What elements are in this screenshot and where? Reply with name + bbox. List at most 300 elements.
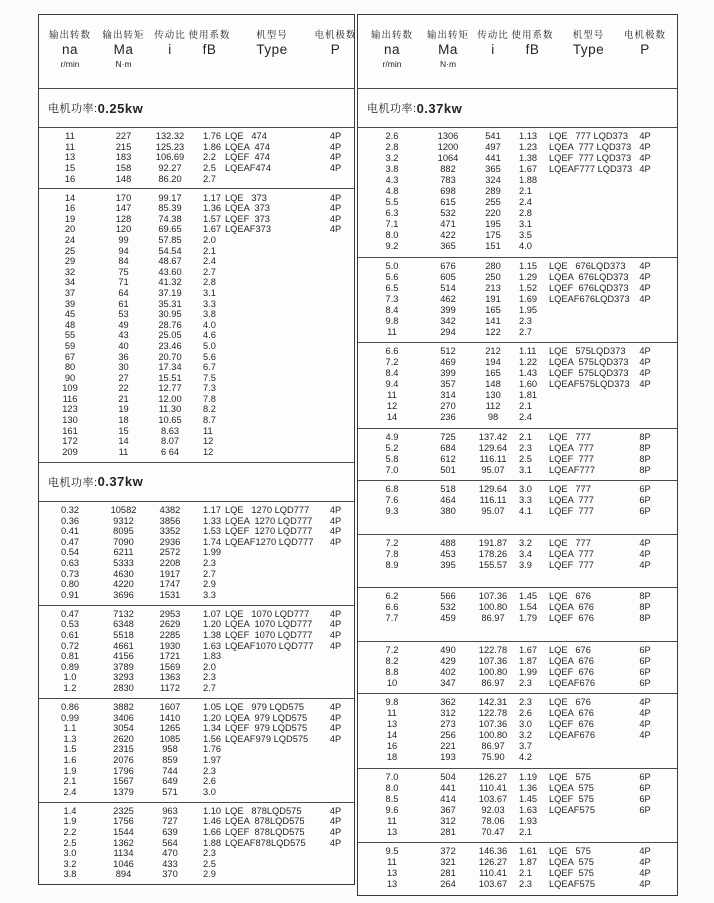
cell-fb: 3.9 [519, 559, 532, 570]
cell-ma: 53 [118, 309, 129, 320]
cell-type: LQE 878LQD575 [225, 805, 302, 816]
cell-fb: 1.66 [203, 827, 222, 838]
cell-na: 1.9 [63, 816, 77, 827]
cell-ma: 462 [440, 293, 456, 304]
cell-i: 178.26 [478, 548, 508, 559]
cell-i: 70.47 [481, 826, 505, 837]
cell-fb: 2.7 [203, 173, 216, 184]
cell-ma: 605 [440, 271, 456, 282]
cell-ma: 518 [440, 484, 456, 495]
cell-na: 8.5 [385, 793, 399, 804]
cell-p: 8P [639, 591, 651, 602]
cell-na: 8.4 [385, 304, 399, 315]
cell-na: 1.1 [63, 723, 77, 734]
cell-fb: 2.2 [203, 152, 216, 163]
cell-i: 95.07 [481, 506, 505, 517]
cell-ma: 1306 [437, 131, 459, 142]
cell-ma: 429 [440, 655, 456, 666]
cell-fb: 3.7 [519, 741, 532, 752]
cell-p: 4P [639, 868, 651, 879]
cell-ma: 725 [440, 431, 456, 442]
cell-na: 0.72 [60, 640, 80, 651]
table-row [358, 678, 677, 689]
cell-na: 8.0 [385, 782, 399, 793]
cell-ma: 453 [440, 548, 456, 559]
cell-type: LQEAF575LQD373 [549, 379, 630, 390]
cell-fb: 1.17 [203, 504, 222, 515]
table-row [39, 548, 354, 559]
col-header-type [225, 30, 319, 88]
cell-ma: 64 [118, 287, 129, 298]
cell-type: LQEA 676 [549, 655, 594, 666]
cell-i: 212 [485, 346, 501, 357]
cell-fb: 1.38 [519, 153, 538, 164]
cell-fb: 3.3 [203, 589, 216, 600]
cell-i: 2572 [159, 547, 181, 558]
cell-fb: 4.6 [203, 330, 216, 341]
cell-i: 100.80 [478, 666, 508, 677]
cell-fb: 2.6 [519, 708, 532, 719]
cell-p: 4P [639, 142, 651, 153]
cell-fb: 3.1 [519, 219, 532, 230]
cell-na: 5.2 [385, 442, 399, 453]
cell-p: 4P [329, 619, 342, 630]
cell-i: 497 [485, 142, 501, 153]
cell-i: 15.51 [158, 372, 182, 383]
table-row [358, 402, 677, 413]
cell-na: 18 [386, 752, 398, 763]
cell-fb: 3.2 [519, 730, 532, 741]
cell-i: 564 [162, 837, 178, 848]
cell-p: 4P [329, 733, 342, 744]
cell-na: 0.47 [60, 536, 80, 547]
cell-fb: 1.74 [203, 536, 222, 547]
cell-i: 116.11 [479, 495, 507, 506]
table-row [358, 209, 677, 220]
motor-spec-table-left [38, 14, 355, 885]
cell-na: 6.8 [385, 484, 399, 495]
cell-na: 2.6 [385, 131, 399, 142]
cell-i: 859 [162, 755, 178, 766]
table-row [39, 683, 354, 694]
col-header-ma [101, 30, 146, 88]
cell-fb: 2.9 [203, 869, 216, 880]
cell-type: LQE 575 [549, 846, 591, 857]
cell-na: 7.1 [385, 219, 399, 230]
table-row [358, 645, 677, 656]
cell-fb: 2.1 [519, 826, 532, 837]
cell-type: LQEF 676 [549, 613, 594, 624]
cell-p: 6P [639, 666, 651, 677]
cell-p: 4P [329, 827, 342, 838]
cell-type: LQEAF1070 LQD777 [225, 640, 314, 651]
ratio-block [39, 127, 354, 188]
cell-fb: 1.10 [203, 805, 222, 816]
cell-ma: 3406 [113, 712, 134, 723]
cell-fb: 1.81 [519, 390, 538, 401]
cell-fb: 3.0 [203, 786, 216, 797]
cell-fb: 2.7 [519, 326, 532, 337]
cell-i: 1410 [159, 712, 181, 723]
cell-type: LQE 676 [549, 644, 591, 655]
cell-type: LQEA 676 [549, 602, 594, 613]
cell-p: 4P [329, 162, 342, 173]
table-row [358, 869, 677, 880]
cell-p: 4P [639, 293, 651, 304]
cell-na: 48 [64, 319, 76, 330]
cell-na: 130 [62, 415, 78, 426]
cell-p: 4P [329, 141, 342, 152]
cell-na: 4.3 [385, 175, 399, 186]
cell-fb: 1.33 [203, 515, 222, 526]
cell-type: LQEA 1070 LQD777 [225, 619, 313, 630]
cell-type: LQEF 979 LQD575 [225, 723, 308, 734]
table-row [39, 537, 354, 548]
cell-i: 110.41 [479, 868, 507, 879]
cell-na: 12 [386, 401, 398, 412]
cell-ma: 215 [115, 141, 132, 152]
cell-type: LQE 373 [225, 192, 267, 203]
cell-na: 13 [64, 152, 76, 163]
cell-ma: 22 [118, 383, 129, 394]
cell-na: 0.53 [60, 619, 80, 630]
table-row [358, 305, 677, 316]
table-row [358, 827, 677, 838]
table-row [358, 538, 677, 549]
table-row [358, 720, 677, 731]
table-row [39, 766, 354, 777]
table-row [39, 153, 354, 164]
cell-fb: 2.0 [203, 234, 216, 245]
cell-fb: 1.36 [203, 203, 222, 214]
cell-type: LQEF 777 [549, 506, 594, 517]
table-row [358, 667, 677, 678]
cell-type: LQEAF1270 LQD777 [225, 536, 314, 547]
cell-fb: 1.69 [519, 293, 538, 304]
cell-ma: 532 [440, 208, 456, 219]
cell-fb: 1.63 [519, 804, 538, 815]
cell-fb: 2.7 [203, 568, 216, 579]
cell-ma: 99 [118, 234, 129, 245]
cell-ma: 256 [440, 730, 456, 741]
table-row [39, 662, 354, 673]
cell-ma: 3789 [113, 661, 134, 672]
cell-i: 103.67 [478, 879, 508, 890]
power-section-value: 0.25kw [97, 100, 144, 116]
cell-p: 4P [639, 357, 651, 368]
power-section-label: 电机功率: [48, 103, 98, 115]
cell-fb: 1.67 [519, 644, 538, 655]
table-row [39, 405, 354, 416]
cell-na: 9.6 [385, 804, 399, 815]
cell-na: 0.32 [60, 504, 80, 515]
cell-ma: 2325 [113, 805, 134, 816]
cell-i: 146.36 [478, 846, 508, 857]
cell-na: 0.99 [60, 712, 80, 723]
table-row [39, 849, 354, 860]
cell-fb: 3.1 [203, 287, 216, 298]
cell-i: 151 [485, 241, 501, 252]
power-section-label: 电机功率: [367, 103, 417, 115]
cell-na: 109 [62, 383, 78, 394]
table-row [358, 549, 677, 560]
cell-fb: 1.67 [519, 164, 538, 175]
col-header-p [624, 30, 667, 88]
cell-ma: 7132 [113, 608, 134, 619]
cell-fb: 4.0 [519, 241, 532, 252]
cell-i: 541 [485, 131, 501, 142]
table-row [39, 630, 354, 641]
cell-i: 191.87 [478, 537, 508, 548]
table-row [358, 772, 677, 783]
col-header-cn-label: 使用系数 [188, 30, 231, 41]
cell-p: 4P [639, 282, 651, 293]
cell-i: 75.90 [481, 752, 505, 763]
cell-i: 365 [485, 164, 501, 175]
cell-p: 4P [329, 640, 342, 651]
cell-type: LQE 777 [549, 537, 591, 548]
cell-na: 0.86 [60, 702, 80, 713]
cell-i: 137.42 [478, 431, 508, 442]
col-header-unit: N·m [439, 58, 457, 69]
cell-ma: 84 [118, 256, 129, 267]
col-header-symbol: Ma [438, 41, 458, 57]
cell-ma: 512 [440, 346, 456, 357]
table-row [39, 620, 354, 631]
cell-ma: 147 [115, 203, 132, 214]
cell-ma: 183 [115, 152, 132, 163]
cell-na: 6.5 [385, 282, 399, 293]
cell-p: 6P [639, 677, 651, 688]
cell-type: LQEAF373 [225, 224, 271, 235]
cell-na: 3.8 [63, 869, 77, 880]
table-row [358, 272, 677, 283]
cell-na: 13 [386, 868, 398, 879]
table-row [39, 437, 354, 448]
cell-fb: 3.1 [519, 464, 532, 475]
cell-fb: 4.2 [519, 752, 532, 763]
cell-fb: 2.4 [519, 197, 532, 208]
cell-fb: 1.95 [519, 304, 538, 315]
cell-ma: 294 [440, 326, 456, 337]
cell-fb: 1.52 [519, 282, 538, 293]
cell-i: 2936 [159, 536, 181, 547]
col-header-cn-label: 电机极数 [314, 30, 357, 41]
cell-i: 1930 [159, 640, 181, 651]
cell-na: 8.8 [385, 666, 399, 677]
table-row [39, 745, 354, 756]
cell-type: LQEA 777 [549, 495, 594, 506]
cell-i: 639 [162, 827, 178, 838]
cell-na: 90 [64, 372, 76, 383]
cell-na: 7.7 [385, 613, 399, 624]
cell-i: 289 [485, 186, 501, 197]
cell-na: 2.5 [63, 837, 77, 848]
col-header-cn-label: 传动比 [154, 30, 186, 41]
cell-i: 2285 [159, 629, 181, 640]
cell-ma: 399 [440, 304, 456, 315]
cell-i: 35.31 [158, 298, 182, 309]
cell-i: 48.67 [158, 256, 182, 267]
cell-ma: 1200 [437, 142, 459, 153]
cell-type: LQE 676 [549, 591, 591, 602]
cell-i: 441 [485, 153, 501, 164]
cell-ma: 2620 [113, 733, 134, 744]
cell-p: 8P [639, 602, 651, 613]
cell-i: 69.65 [158, 224, 182, 235]
cell-type: LQEF 575LQD373 [549, 368, 629, 379]
cell-na: 29 [64, 256, 76, 267]
table-row [358, 507, 677, 518]
cell-i: 107.36 [478, 655, 508, 666]
table-row [39, 777, 354, 788]
cell-na: 5.6 [385, 271, 399, 282]
cell-na: 55 [64, 330, 76, 341]
cell-na: 9.2 [385, 241, 399, 252]
cell-na: 0.73 [60, 568, 80, 579]
cell-i: 98 [487, 412, 499, 423]
cell-na: 1.0 [63, 672, 77, 683]
col-header-cn-label: 机型号 [256, 30, 288, 41]
cell-ma: 7090 [113, 536, 134, 547]
cell-fb: 2.7 [203, 266, 216, 277]
cell-fb: 3.8 [203, 309, 216, 320]
power-section-value: 0.37kw [416, 100, 463, 116]
cell-p: 4P [639, 879, 651, 890]
table-row [358, 592, 677, 603]
cell-p: 4P [329, 515, 342, 526]
col-header-cn-label: 使用系数 [511, 30, 554, 41]
cell-type: LQEF 1270 LQD777 [225, 526, 313, 537]
cell-na: 37 [64, 287, 76, 298]
cell-ma: 1796 [113, 765, 134, 776]
cell-p: 4P [329, 526, 342, 537]
cell-i: 1531 [159, 589, 181, 600]
cell-na: 11 [387, 390, 397, 401]
cell-na: 7.0 [385, 771, 399, 782]
cell-i: 125.23 [155, 141, 185, 152]
cell-i: 132.32 [155, 131, 185, 142]
cell-p: 6P [639, 484, 651, 495]
cell-na: 80 [64, 362, 76, 373]
col-header-cn-label: 机型号 [572, 30, 605, 41]
cell-i: 85.39 [158, 203, 182, 214]
cell-ma: 281 [440, 868, 456, 879]
col-header-na [358, 30, 426, 88]
cell-na: 4.8 [385, 186, 399, 197]
cell-na: 5.0 [385, 260, 399, 271]
col-header-na [39, 30, 101, 88]
table-row [39, 817, 354, 828]
cell-fb: 3.2 [519, 537, 532, 548]
cell-na: 13 [386, 719, 398, 730]
cell-fb: 1.36 [519, 782, 538, 793]
table-row [39, 516, 354, 527]
table-row [39, 673, 354, 684]
cell-p: 4P [329, 629, 342, 640]
table-row [39, 225, 354, 236]
cell-na: 0.81 [60, 651, 80, 662]
cell-ma: 1046 [113, 858, 134, 869]
table-row [39, 447, 354, 458]
cell-ma: 10582 [110, 504, 137, 515]
cell-fb: 12 [203, 436, 214, 447]
table-row [358, 187, 677, 198]
cell-ma: 128 [115, 213, 132, 224]
cell-na: 39 [64, 298, 76, 309]
cell-ma: 514 [440, 282, 456, 293]
cell-i: 250 [485, 271, 501, 282]
cell-na: 2.2 [63, 827, 77, 838]
cell-na: 7.2 [385, 357, 399, 368]
cell-i: 1607 [159, 702, 181, 713]
table-row [39, 174, 354, 185]
col-header-fb [188, 30, 231, 88]
cell-na: 14 [386, 412, 398, 423]
cell-type: LQEF 777 [549, 453, 594, 464]
cell-na: 25 [64, 245, 76, 256]
cell-fb: 1.63 [203, 640, 222, 651]
cell-fb: 5.6 [203, 351, 216, 362]
cell-p: 4P [329, 152, 342, 163]
col-header-symbol: na [61, 41, 79, 57]
cell-ma: 676 [440, 260, 456, 271]
table-row [358, 327, 677, 338]
cell-ma: 8095 [113, 526, 134, 537]
cell-na: 20 [64, 224, 76, 235]
cell-fb: 3.5 [519, 230, 532, 241]
cell-i: 99.17 [158, 192, 182, 203]
cell-na: 7.2 [385, 537, 399, 548]
table-row [39, 352, 354, 363]
cell-type: LQEF 575 [549, 793, 594, 804]
cell-ma: 94 [118, 245, 129, 256]
cell-fb: 2.3 [519, 697, 532, 708]
cell-i: 11.30 [158, 404, 182, 415]
cell-i: 100.80 [478, 602, 508, 613]
cell-fb: 3.3 [203, 298, 216, 309]
cell-fb: 1.67 [203, 224, 222, 235]
cell-type: LQEAF676 [549, 677, 595, 688]
table-row [358, 176, 677, 187]
cell-i: 110.41 [479, 782, 507, 793]
col-header-i [470, 30, 516, 88]
cell-fb: 1.13 [519, 131, 538, 142]
cell-p: 4P [639, 708, 651, 719]
table-row [358, 753, 677, 764]
cell-ma: 40 [118, 340, 129, 351]
cell-ma: 281 [440, 826, 456, 837]
cell-p: 4P [329, 702, 342, 713]
cell-ma: 471 [440, 219, 456, 230]
cell-ma: 2830 [113, 682, 134, 693]
col-header-cn-label: 电机极数 [624, 30, 667, 41]
cell-na: 1.2 [63, 682, 77, 693]
cell-na: 5.8 [385, 453, 399, 464]
cell-i: 1265 [159, 723, 181, 734]
cell-ma: 270 [440, 401, 456, 412]
cell-i: 6 64 [160, 446, 180, 457]
cell-na: 3.8 [385, 164, 399, 175]
table-row [358, 794, 677, 805]
table-row [39, 569, 354, 580]
cell-na: 11 [65, 131, 75, 142]
cell-i: 571 [162, 786, 178, 797]
cell-p: 4P [639, 719, 651, 730]
table-row [358, 858, 677, 869]
cell-fb: 2.1 [519, 431, 532, 442]
cell-ma: 566 [440, 591, 456, 602]
